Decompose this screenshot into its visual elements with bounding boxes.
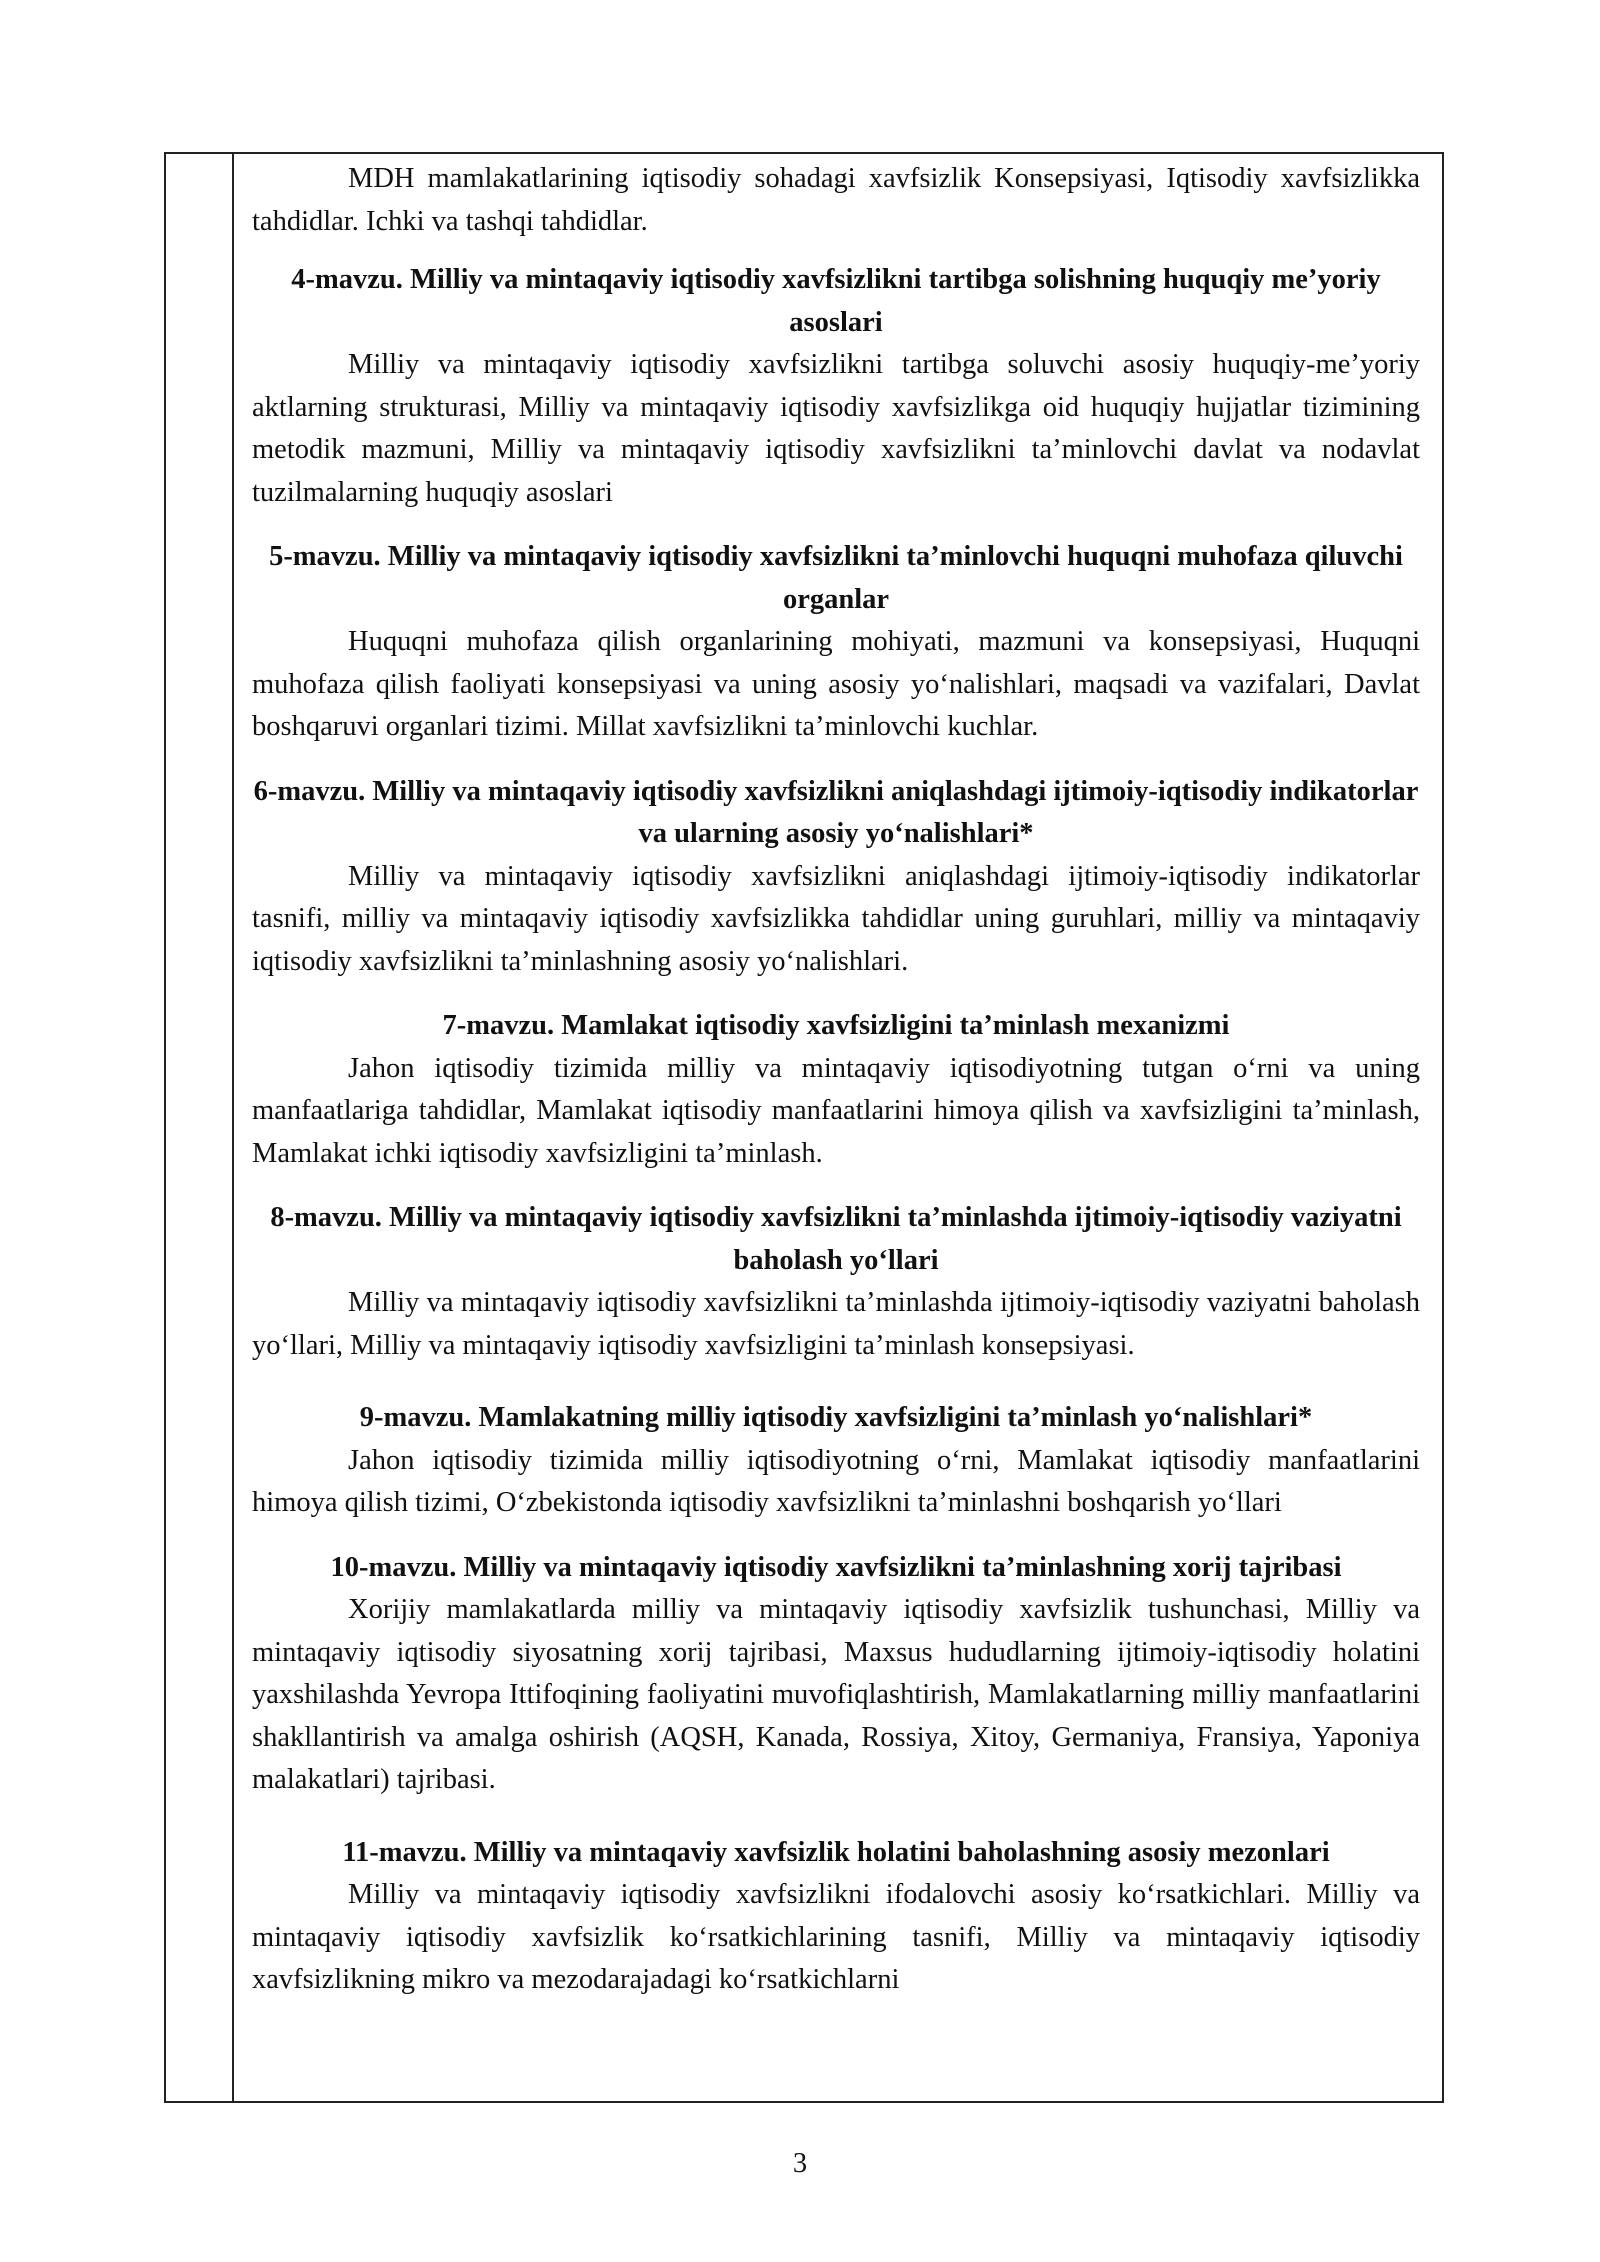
topic-9-body: Jahon iqtisodiy tizimida milliy iqtisodiyotning o‘rni, Mamlakat iqtisodiy manfaatlarini himoya qilish tizimi, O‘zbekistonda iqtisodiy xavfsizlikni ta’minlashni boshqarish yo‘llari <box>252 1444 1420 1518</box>
topic-10-title: 10-mavzu. Milliy va mintaqaviy iqtisodiy xavfsizlikni ta’minlashning xorij tajribasi <box>330 1551 1342 1583</box>
topic-4-title: 4-mavzu. Milliy va mintaqaviy iqtisodiy xavfsizlikni tartibga solishning huquqiy me’yoriy asoslari <box>291 264 1381 338</box>
topic-6-body: Milliy va mintaqaviy iqtisodiy xavfsizlikni aniqlashdagi ijtimoiy-iqtisodiy indikatorlar tasnifi, milliy va mintaqaviy iqtisodiy xavfsizlikka tahdidlar uning guruhlari, milliy va mintaqaviy iqtisodiy xavfsizlikni ta’minlashning asosiy yo‘nalishlari. <box>252 860 1420 977</box>
topic-8-title: 8-mavzu. Milliy va mintaqaviy iqtisodiy xavfsizlikni ta’minlashda ijtimoiy-iqtisodiy vaziyatni baholash yo‘llari <box>270 1202 1402 1276</box>
topic-6-title: 6-mavzu. Milliy va mintaqaviy iqtisodiy xavfsizlikni aniqlashdagi ijtimoiy-iqtisodiy indikatorlar va ularning asosiy yo‘nalishlari* <box>253 775 1419 849</box>
topic-4-body: Milliy va mintaqaviy iqtisodiy xavfsizlikni tartibga soluvchi asosiy huquqiy-me’yoriy aktlarning strukturasi, Milliy va mintaqaviy iqtisodiy xavfsizlikga oid huquqiy hujjatlar tizimining metodik mazmuni, Milliy va mintaqaviy iqtisodiy xavfsizlikni ta’minlovchi davlat va nodavlat tuzilmalarning huquqiy asoslari <box>252 349 1420 508</box>
intro-paragraph: MDH mamlakatlarining iqtisodiy sohadagi xavfsizlik Konsepsiyasi, Iqtisodiy xavfsizlikka tahdidlar. Ichki va tashqi tahdidlar. <box>252 163 1420 237</box>
topic-9-title: 9-mavzu. Mamlakatning milliy iqtisodiy xavfsizligini ta’minlash yo‘nalishlari* <box>359 1402 1313 1433</box>
topic-7-body: Jahon iqtisodiy tizimida milliy va mintaqaviy iqtisodiyotning tutgan o‘rni va uning manfaatlariga tahdidlar, Mamlakat iqtisodiy manfaatlarini himoya qilish va xavfsizligini ta’minlash, Mamlakat ichki iqtisodiy xavfsizligini ta’minlash. <box>252 1052 1420 1169</box>
page-number: 3 <box>792 2148 808 2179</box>
topic-8-body: Milliy va mintaqaviy iqtisodiy xavfsizlikni ta’minlashda ijtimoiy-iqtisodiy vaziyatni baholash yo‘llari, Milliy va mintaqaviy iqtisodiy xavfsizligini ta’minlash konsepsiyasi. <box>252 1287 1420 1361</box>
topic-11-title: 11-mavzu. Milliy va mintaqaviy xavfsizlik holatini baholashning asosiy mezonlari <box>342 1836 1330 1868</box>
table-left-column <box>166 154 234 2101</box>
topic-7-title: 7-mavzu. Mamlakat iqtisodiy xavfsizligini ta’minlash mexanizmi <box>442 1010 1230 1041</box>
topic-5-body: Huquqni muhofaza qilish organlarining mohiyati, mazmuni va konsepsiyasi, Huquqni muhofaza qilish faoliyati konsepsiyasi va uning asosiy yo‘nalishlari, maqsadi va vazifalari, Davlat boshqaruvi organlari tizimi. Millat xavfsizlikni ta’minlovchi kuchlar. <box>252 626 1420 742</box>
syllabus-table <box>164 152 1444 2103</box>
topic-11-body: Milliy va mintaqaviy iqtisodiy xavfsizlikni ifodalovchi asosiy ko‘rsatkichlari. Milliy va mintaqaviy iqtisodiy xavfsizlik ko‘rsatkichlarining tasnifi, Milliy va mintaqaviy iqtisodiy xavfsizlikning mikro va mezodarajadagi ko‘rsatkichlarni <box>252 1879 1420 1995</box>
table-content-cell <box>252 158 1420 2002</box>
topic-10-body: Xorijiy mamlakatlarda milliy va mintaqaviy iqtisodiy xavfsizlik tushunchasi, Milliy va mintaqaviy iqtisodiy siyosatning xorij tajribasi, Maxsus hududlarning ijtimoiy-iqtisodiy holatini yaxshilashda Yevropa Ittifoqining faoliyatini muvofiqlashtirish, Mamlakatlarning milliy manfaatlarini shakllantirish va amalga oshirish (AQSH, Kanada, Rossiya, Xitoy, Germaniya, Fransiya, Yaponiya malakatlari) tajribasi. <box>252 1594 1420 1795</box>
topic-5-title: 5-mavzu. Milliy va mintaqaviy iqtisodiy xavfsizlikni ta’minlovchi huquqni muhofaza qiluvchi organlar <box>269 541 1403 615</box>
